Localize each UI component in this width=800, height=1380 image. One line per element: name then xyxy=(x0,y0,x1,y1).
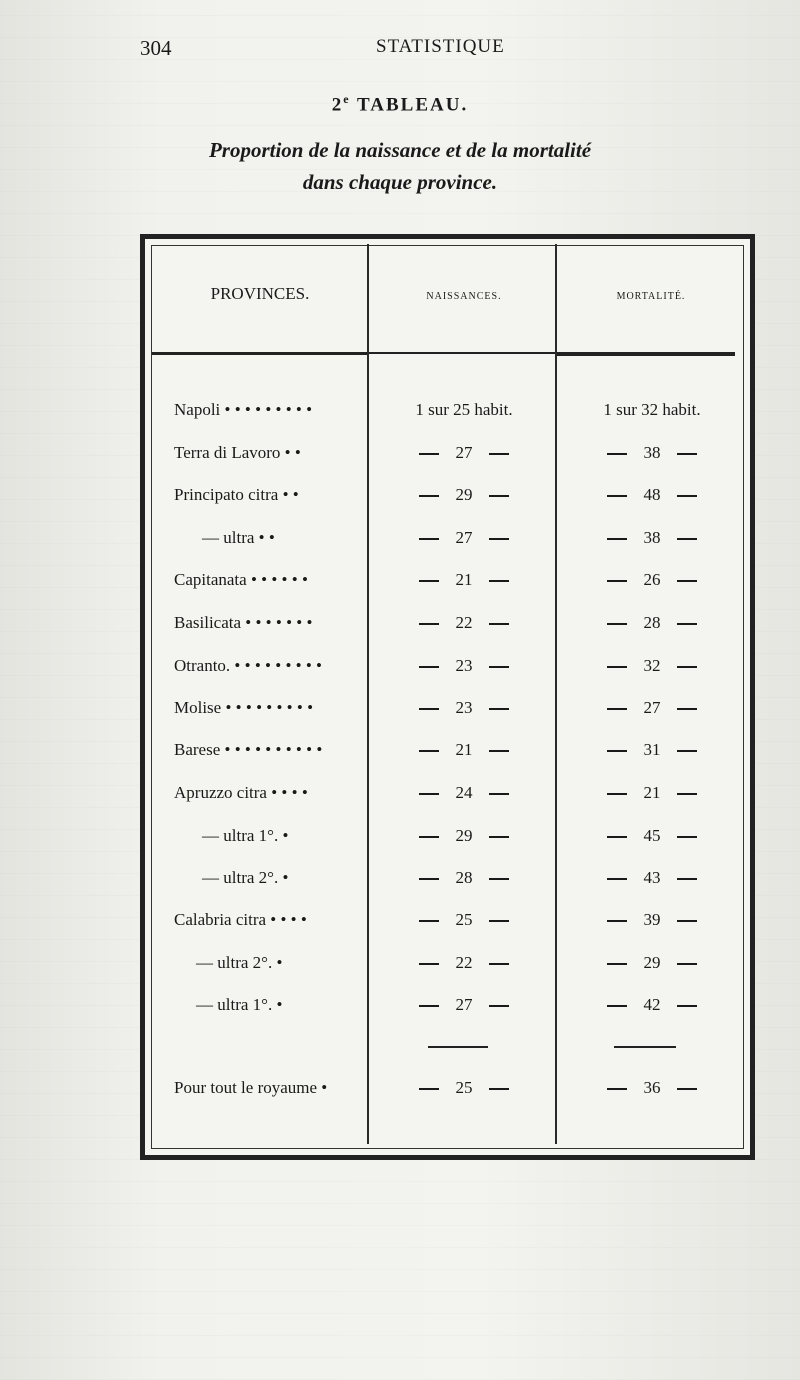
table-row xyxy=(0,698,800,728)
naissances-value: 27 xyxy=(455,443,473,462)
ditto-dash xyxy=(489,1005,509,1007)
naissances-value: 29 xyxy=(455,826,473,845)
mortalite-value: 28 xyxy=(643,613,661,632)
ditto-dash xyxy=(677,1088,697,1090)
ditto-dash xyxy=(607,666,627,668)
ditto-dash xyxy=(489,750,509,752)
ditto-dash xyxy=(419,538,439,540)
total-label: Pour tout le royaume • xyxy=(174,1078,328,1097)
mortalite-value: 48 xyxy=(643,485,661,504)
ditto-dash xyxy=(489,708,509,710)
ditto-dash xyxy=(677,580,697,582)
ditto-dash xyxy=(607,453,627,455)
ditto-dash xyxy=(677,963,697,965)
ditto-dash xyxy=(489,1088,509,1090)
province-name: — ultra 2°. • xyxy=(202,868,289,887)
ditto-dash xyxy=(677,836,697,838)
table-row xyxy=(0,910,800,940)
province-name: — ultra 2°. • xyxy=(196,953,283,972)
column-header-mortalite: MORTALITÉ. xyxy=(616,291,686,302)
ditto-dash xyxy=(677,708,697,710)
table-row xyxy=(0,953,800,983)
ditto-dash xyxy=(489,878,509,880)
caption-line-2: dans chaque province. xyxy=(302,170,498,194)
naissances-value: 23 xyxy=(455,698,473,717)
running-head: STATISTIQUE xyxy=(376,36,505,57)
table-label: TABLEAU. xyxy=(357,94,469,116)
ditto-dash xyxy=(677,538,697,540)
mortalite-value: 32 xyxy=(643,656,661,675)
ditto-dash xyxy=(677,453,697,455)
province-name: Otranto. • • • • • • • • • xyxy=(174,656,322,675)
ditto-dash xyxy=(419,963,439,965)
ditto-dash xyxy=(607,836,627,838)
ditto-dash xyxy=(607,920,627,922)
ditto-dash xyxy=(489,836,509,838)
mortalite-value: 39 xyxy=(643,910,661,929)
mortalite-value: 42 xyxy=(643,995,661,1014)
header-rule-provinces xyxy=(152,352,367,355)
ditto-dash xyxy=(419,495,439,497)
province-name: Basilicata • • • • • • • xyxy=(174,613,313,632)
province-name: Napoli • • • • • • • • • xyxy=(174,400,313,419)
ditto-dash xyxy=(677,878,697,880)
province-name: — ultra 1°. • xyxy=(202,826,289,845)
province-name: Barese • • • • • • • • • • xyxy=(174,740,323,759)
mortalite-value: 29 xyxy=(643,953,661,972)
ditto-dash xyxy=(419,580,439,582)
table-ordinal-sup: e xyxy=(343,92,351,106)
ditto-dash xyxy=(489,793,509,795)
mortalite-value: 38 xyxy=(643,443,661,462)
mortalite-value: 21 xyxy=(643,783,661,802)
ditto-dash xyxy=(607,623,627,625)
ditto-dash xyxy=(489,580,509,582)
mortalite-value: 1 sur 32 habit. xyxy=(603,400,701,419)
table-row xyxy=(0,868,800,898)
column-header-provinces: PROVINCES. xyxy=(210,284,310,303)
naissances-value: 22 xyxy=(455,613,473,632)
ditto-dash xyxy=(489,453,509,455)
province-name: Calabria citra • • • • xyxy=(174,910,307,929)
mortalite-value: 26 xyxy=(643,570,661,589)
naissances-value: 25 xyxy=(455,910,473,929)
ditto-dash xyxy=(419,453,439,455)
total-row xyxy=(0,1078,800,1108)
mortalite-value: 31 xyxy=(643,740,661,759)
mortalite-value: 43 xyxy=(643,868,661,887)
table-row xyxy=(0,613,800,643)
province-name: Principato citra • • xyxy=(174,485,299,504)
ditto-dash xyxy=(607,1005,627,1007)
naissances-value: 29 xyxy=(455,485,473,504)
ditto-dash xyxy=(489,538,509,540)
ditto-dash xyxy=(607,750,627,752)
ditto-dash xyxy=(419,836,439,838)
ditto-dash xyxy=(677,666,697,668)
table-row xyxy=(0,400,800,430)
mortalite-value: 38 xyxy=(643,528,661,547)
ditto-dash xyxy=(489,920,509,922)
ditto-dash xyxy=(419,1005,439,1007)
ditto-dash xyxy=(489,963,509,965)
ditto-dash xyxy=(607,538,627,540)
header-rule-naissances xyxy=(369,352,555,354)
ditto-dash xyxy=(607,878,627,880)
table-row xyxy=(0,485,800,515)
naissances-value: 21 xyxy=(455,740,473,759)
ditto-dash xyxy=(677,793,697,795)
caption-line-1: Proportion de la naissance et de la mortalité xyxy=(208,138,592,162)
ditto-dash xyxy=(419,1088,439,1090)
sum-rule-naissances xyxy=(428,1046,488,1048)
mortalite-value: 45 xyxy=(643,826,661,845)
ditto-dash xyxy=(419,793,439,795)
ditto-dash xyxy=(607,580,627,582)
table-row xyxy=(0,740,800,770)
ditto-dash xyxy=(607,708,627,710)
ditto-dash xyxy=(607,793,627,795)
ditto-dash xyxy=(677,1005,697,1007)
province-name: Capitanata • • • • • • xyxy=(174,570,308,589)
naissances-value: 1 sur 25 habit. xyxy=(415,400,513,419)
table-title xyxy=(0,92,800,116)
province-name: Apruzzo citra • • • • xyxy=(174,783,308,802)
naissances-value: 22 xyxy=(455,953,473,972)
province-name: — ultra 1°. • xyxy=(196,995,283,1014)
mortalite-value: 27 xyxy=(643,698,661,717)
ditto-dash xyxy=(489,623,509,625)
table-row xyxy=(0,826,800,856)
total-naissances-value: 25 xyxy=(455,1078,473,1097)
province-name: Terra di Lavoro • • xyxy=(174,443,301,462)
header-rule-mortalite xyxy=(557,352,735,356)
naissances-value: 24 xyxy=(455,783,473,802)
table-row xyxy=(0,570,800,600)
province-name: Molise • • • • • • • • • xyxy=(174,698,314,717)
ditto-dash xyxy=(607,1088,627,1090)
total-mortalite-value: 36 xyxy=(643,1078,661,1097)
ditto-dash xyxy=(489,495,509,497)
naissances-value: 28 xyxy=(455,868,473,887)
ditto-dash xyxy=(419,920,439,922)
table-row xyxy=(0,443,800,473)
ditto-dash xyxy=(419,666,439,668)
table-row xyxy=(0,656,800,686)
ditto-dash xyxy=(419,708,439,710)
page-number: 304 xyxy=(140,36,172,60)
ditto-dash xyxy=(419,750,439,752)
ditto-dash xyxy=(677,495,697,497)
naissances-value: 23 xyxy=(455,656,473,675)
province-name: — ultra • • xyxy=(202,528,275,547)
ditto-dash xyxy=(677,750,697,752)
table-row xyxy=(0,783,800,813)
table-row xyxy=(0,528,800,558)
ditto-dash xyxy=(677,920,697,922)
ditto-dash xyxy=(607,495,627,497)
ditto-dash xyxy=(677,623,697,625)
sum-rule-mortalite xyxy=(614,1046,676,1048)
page-header xyxy=(0,34,800,64)
table-ordinal: 2 xyxy=(331,94,344,116)
ditto-dash xyxy=(607,963,627,965)
naissances-value: 21 xyxy=(455,570,473,589)
ditto-dash xyxy=(419,623,439,625)
naissances-value: 27 xyxy=(455,528,473,547)
table-row xyxy=(0,995,800,1025)
naissances-value: 27 xyxy=(455,995,473,1014)
table-caption xyxy=(0,134,800,198)
column-header-naissances: NAISSANCES. xyxy=(426,291,502,302)
ditto-dash xyxy=(419,878,439,880)
ditto-dash xyxy=(489,666,509,668)
